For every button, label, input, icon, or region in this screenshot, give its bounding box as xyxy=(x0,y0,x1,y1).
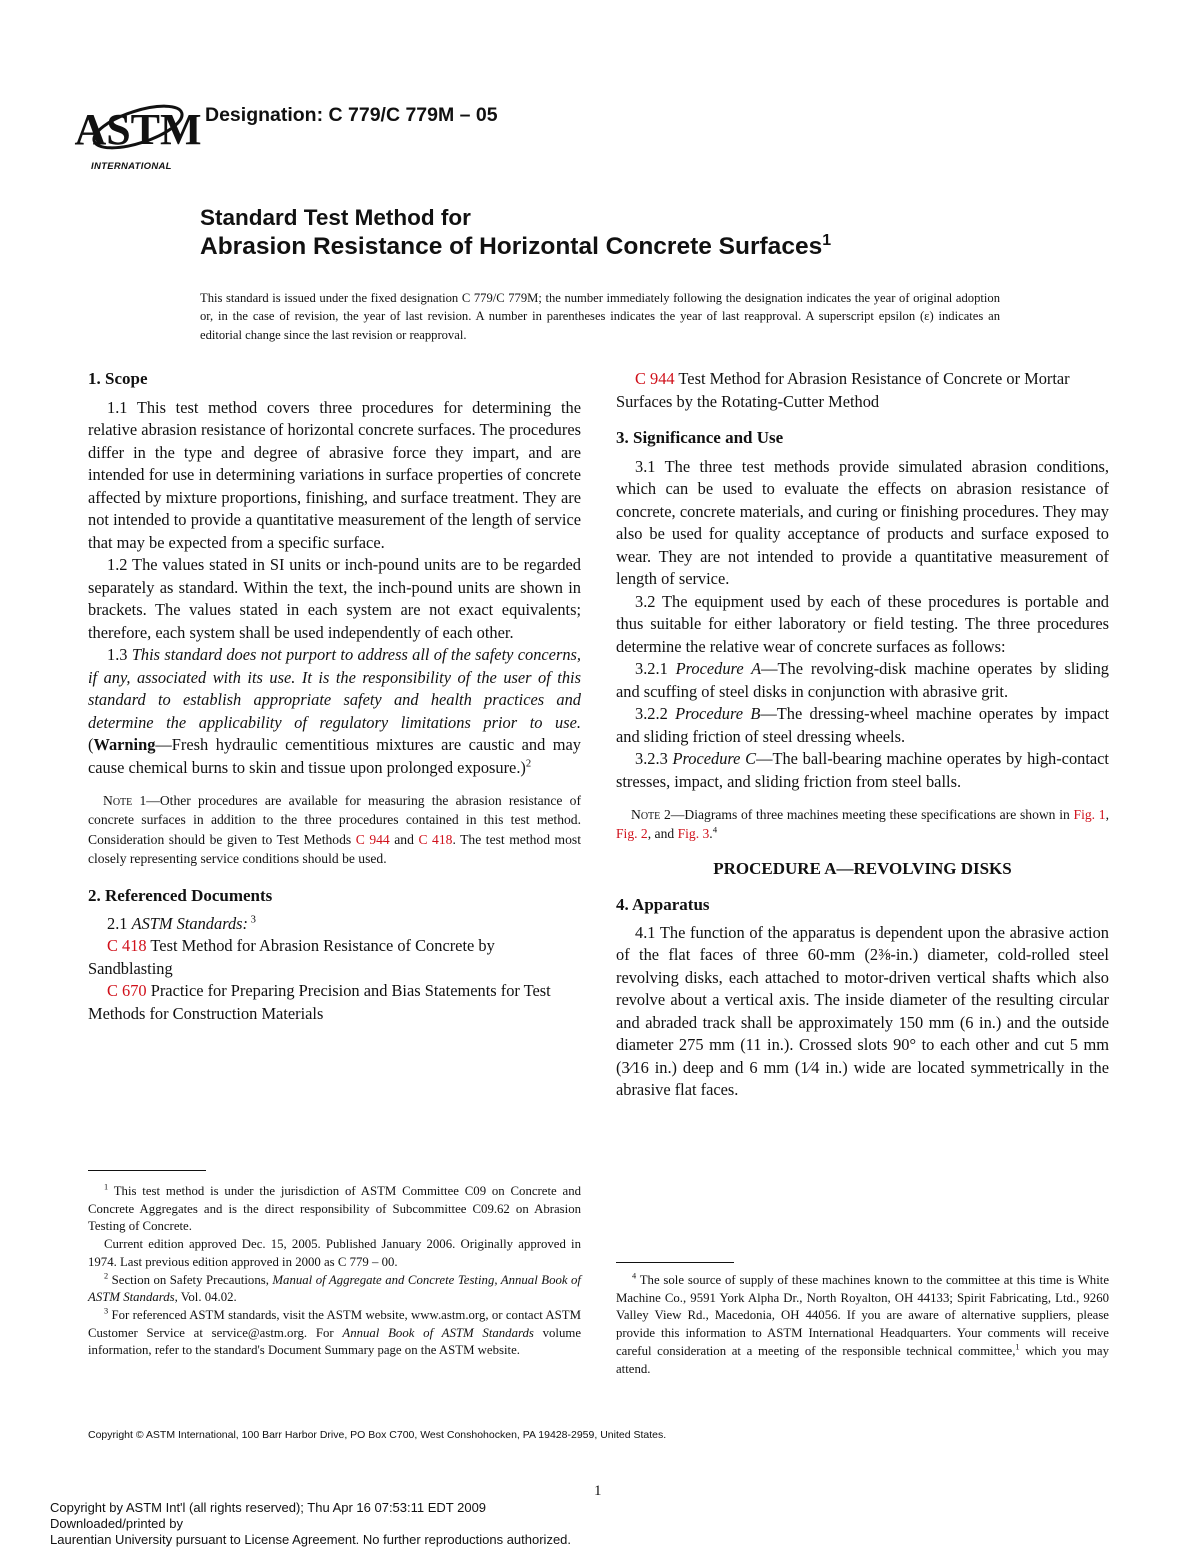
para-1-1: 1.1 This test method covers three procedures for determining the relative abrasion resistance of horizontal concrete surfaces. The procedures differ in the type and degree of abrasive force they impart, and are intended for use in determining variations in surface properties of concrete affected by mixture proportions, finishing, and surface treatment. They are not intended to provide a quantitative measurement of the length of service that may be expected from a specific surface. xyxy=(88,397,581,552)
para-num: 1.3 xyxy=(107,645,132,664)
note-1 xyxy=(88,791,581,868)
text: which you may attend. xyxy=(616,1343,1109,1376)
para-1-3 xyxy=(88,644,581,779)
link-c670[interactable]: C 670 xyxy=(107,981,147,1001)
footnote-4 xyxy=(616,1272,1109,1378)
text: volume information, refer to the standard's Document Summary page on the ASTM website. xyxy=(88,1325,582,1358)
download-info xyxy=(50,1500,571,1548)
ref-c944 xyxy=(616,368,1109,413)
procedure-name: Procedure C xyxy=(672,749,757,768)
title-text: Abrasion Resistance of Horizontal Concrete Surfaces xyxy=(200,233,823,260)
issuance-statement: This standard is issued under the fixed designation C 779/C 779M; the number immediately following the designation indicates the year of original adoption or, in the case of revision, the year of last revision. A number in parentheses indicates the year of last reapproval. A superscript epsilon (ε) indicates an editorial change since the last revision or reapproval. xyxy=(200,291,1000,342)
footnote-ref[interactable]: 2 xyxy=(525,758,532,770)
link-c944[interactable]: C 944 xyxy=(635,369,675,388)
title-line1: Standard Test Method for xyxy=(200,205,471,230)
text: —The dressing-wheel machine operates by impact and sliding friction of steel dressing wheels. xyxy=(616,704,1109,746)
procedure-a-heading: PROCEDURE A—REVOLVING DISKS xyxy=(713,858,1012,878)
para-3-2-2 xyxy=(616,703,1109,748)
link-fig-3[interactable]: Fig. 3 xyxy=(677,826,710,842)
download-line-2: Downloaded/printed by xyxy=(50,1516,183,1531)
para-3-2-3 xyxy=(616,748,1109,793)
logo-subtitle: INTERNATIONAL xyxy=(91,161,172,172)
note-label: Note 2 xyxy=(631,807,671,822)
text: For referenced ASTM standards, visit the ASTM website, www.astm.org, or contact ASTM Customer Service at service@astm.org. For xyxy=(88,1307,581,1340)
link-c418[interactable]: C 418 xyxy=(418,831,453,847)
ref-title: Test Method for Abrasion Resistance of Concrete by Sandblasting xyxy=(88,936,495,978)
warning-text: —Fresh hydraulic cementitious mixtures are caustic and may cause chemical burns to skin and tissue upon prolonged exposure.) xyxy=(88,735,581,777)
footnote-num: 2 xyxy=(104,1271,109,1281)
link-c418[interactable]: C 418 xyxy=(107,936,147,956)
text: , and xyxy=(647,826,678,842)
ref-c670 xyxy=(88,980,581,1025)
footnote-num: 3 xyxy=(104,1306,109,1316)
link-fig-2[interactable]: Fig. 2 xyxy=(616,826,648,842)
footnote-3 xyxy=(88,1307,581,1360)
title-line2 xyxy=(200,233,831,261)
text: This test method is under the jurisdiction of ASTM Committee C09 on Concrete and Concrete Aggregates and is the direct responsibility of Subcommittee C09.62 on Abrasion Testing of Concrete. xyxy=(88,1184,581,1234)
text: , Vol. 04.02. xyxy=(174,1290,237,1305)
text: The sole source of supply of these machines known to the committee at this time is White Machine Co., 9591 York Alpha Dr., North Royalton, OH 44133; Spirit Fabricating, Ltd., 9260 Valley View Rd., Macedonia, OH 44056. If you are aware of alternative suppliers, please provide this information to ASTM International Headquarters. Your comments will receive careful consideration at a meeting of the responsible technical committee, xyxy=(616,1273,1109,1358)
text: —Diagrams of three machines meeting these specifications are shown in xyxy=(670,807,1074,822)
para-num: 3.2.3 xyxy=(635,749,673,768)
link-c944[interactable]: C 944 xyxy=(355,831,390,847)
text: and xyxy=(389,831,419,847)
text: —The revolving-disk machine operates by sliding and scuffing of steel disks in conjunction with abrasive grit. xyxy=(616,659,1109,701)
note-2 xyxy=(616,805,1109,844)
text: —The ball-bearing machine operates by high-contact stresses, impact, and sliding friction from steel balls. xyxy=(616,749,1109,791)
right-footnotes xyxy=(616,1272,1109,1378)
right-column xyxy=(616,368,1109,1102)
text: ( xyxy=(88,735,94,754)
text: Manual of Aggregate and Concrete Testing, Annual Book of ASTM Standards xyxy=(88,1272,581,1305)
designation: Designation: C 779/C 779M – 05 xyxy=(205,104,498,126)
footnote-num: 4 xyxy=(632,1271,637,1281)
text: Annual Book of ASTM Standards xyxy=(342,1325,534,1340)
text: Section on Safety Precautions, xyxy=(108,1272,273,1287)
ref-c418 xyxy=(88,935,581,980)
procedure-name: Procedure B xyxy=(675,704,761,723)
para-2-1 xyxy=(88,913,581,936)
para-num: 3.2.1 xyxy=(635,659,676,678)
page-number: 1 xyxy=(594,1483,602,1499)
section-4-heading: 4. Apparatus xyxy=(616,895,710,915)
astm-standards-label: ASTM Standards: xyxy=(131,913,249,933)
para-num: 3.2.2 xyxy=(635,704,676,723)
footnote-ref[interactable]: 1 xyxy=(1015,1342,1020,1352)
section-1-heading: 1. Scope xyxy=(88,369,148,388)
footnote-1 xyxy=(88,1183,581,1236)
download-line-1: Copyright by ASTM Int'l (all rights reserved); Thu Apr 16 07:53:11 EDT 2009 xyxy=(50,1500,487,1515)
ref-title: Test Method for Abrasion Resistance of Concrete or Mortar Surfaces by the Rotating-Cutter Method xyxy=(616,369,1070,411)
footnote-1-edition: Current edition approved Dec. 15, 2005. Published January 2006. Originally approved in 1974. Last previous edition approved in 2000 as C 779 – 00. xyxy=(88,1237,581,1269)
para-num: 2.1 xyxy=(107,913,132,933)
svg-text:ASTM: ASTM xyxy=(74,105,202,154)
title-footnote-ref[interactable]: 1 xyxy=(822,231,832,249)
para-1-2: 1.2 The values stated in SI units or inch-pound units are to be regarded separately as standard. Within the text, the inch-pound units are shown in brackets. The values stated in each system are not exact equivalents; therefore, each system shall be used independently of each other. xyxy=(88,555,581,642)
copyright-notice: Copyright © ASTM International, 100 Barr Harbor Drive, PO Box C700, West Conshohocken, PA 19428-2959, United States. xyxy=(88,1429,667,1441)
footnote-2 xyxy=(88,1272,581,1307)
para-4-1: 4.1 The function of the apparatus is dependent upon the abrasive action of the flat faces of three 60-mm (2⅜-in.) diameter, cold-rolled steel revolving disks, each attached to motor-driven vertical shafts which also revolve about a vertical axis. The inside diameter of the resulting circular and abraded track shall be approximately 150 mm (6 in.) and the outside diameter 275 mm (11 in.). Crossed slots 90° to each other and cut 5 mm (3⁄16 in.) deep and 6 mm (1⁄4 in.) wide are located symmetrically in the abrasive flat faces. xyxy=(616,922,1109,1100)
safety-caveat: This standard does not purport to address all of the safety concerns, if any, associated with its use. It is the responsibility of the user of this standard to establish appropriate safety and health practices and determine the applicability of regulatory limitations prior to use. xyxy=(88,645,581,732)
text: , xyxy=(1105,807,1109,822)
procedure-name: Procedure A xyxy=(675,659,762,678)
astm-logo xyxy=(74,92,202,174)
text: . The test method most closely representing service conditions should be used. xyxy=(88,831,581,866)
para-3-2: 3.2 The equipment used by each of these procedures is portable and thus suitable for either laboratory or field testing. The three procedures determine the relative wear of concrete surfaces as follows: xyxy=(616,591,1109,656)
para-3-2-1 xyxy=(616,658,1109,703)
text: —Other procedures are available for measuring the abrasion resistance of concrete surfaces in addition to the three procedures contained in this test method. Consideration should be given to Test Methods xyxy=(88,793,582,847)
footnote-ref[interactable]: 3 xyxy=(248,914,257,926)
section-3-heading: 3. Significance and Use xyxy=(616,428,784,447)
footnote-num: 1 xyxy=(104,1182,109,1192)
footnote-ref[interactable]: 4 xyxy=(712,824,718,835)
footnote-divider xyxy=(616,1262,734,1263)
section-2-heading: 2. Referenced Documents xyxy=(88,886,273,906)
link-fig-1[interactable]: Fig. 1 xyxy=(1073,807,1106,822)
note-label: Note 1 xyxy=(103,793,147,808)
para-3-1: 3.1 The three test methods provide simulated abrasion conditions, which can be used to evaluate the effects on abrasion resistance of concrete, concrete materials, and curing or finishing procedures. They may also be used for quality acceptance of products and surface exposed to wear. They are not intended to provide a quantitative measurement of length of service. xyxy=(616,456,1109,588)
footnote-divider xyxy=(88,1170,206,1171)
warning-label: Warning xyxy=(93,735,156,754)
left-column xyxy=(88,368,581,1025)
ref-title: Practice for Preparing Precision and Bias Statements for Test Methods for Construction Materials xyxy=(88,981,551,1023)
download-line-3: Laurentian University pursuant to License Agreement. No further reproductions authorized. xyxy=(50,1532,572,1547)
text: . xyxy=(709,826,713,842)
left-footnotes xyxy=(88,1183,581,1360)
